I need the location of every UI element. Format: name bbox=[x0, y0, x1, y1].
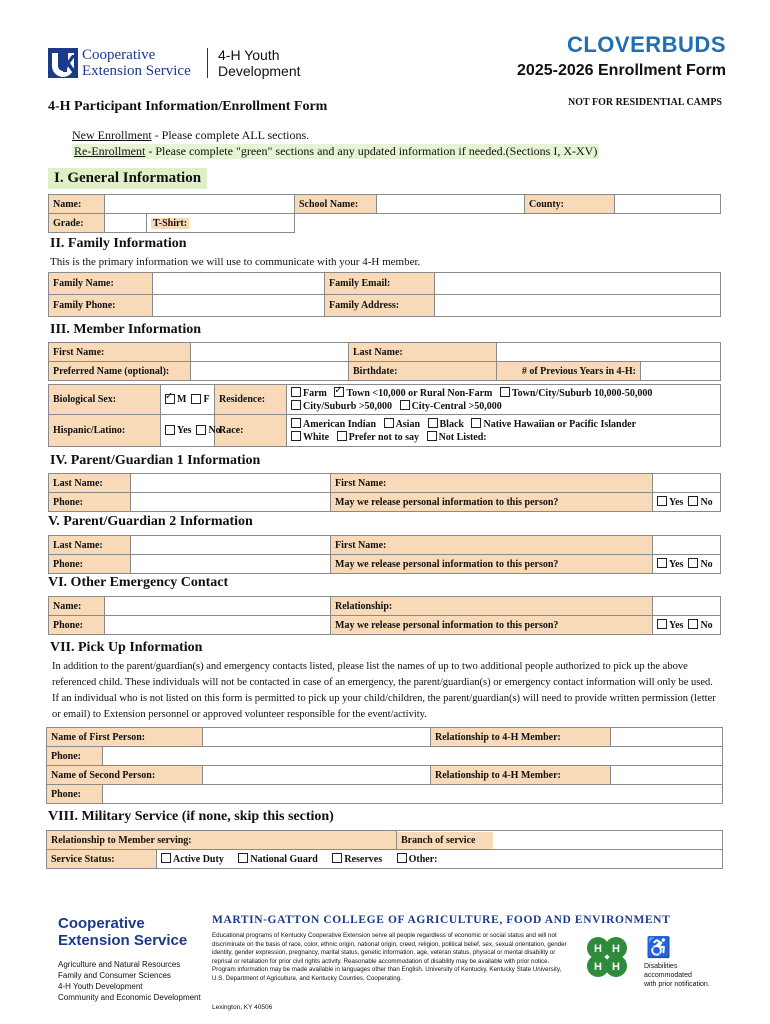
hispanic-no-checkbox[interactable] bbox=[196, 425, 206, 435]
section-emergency-title: VI. Other Emergency Contact bbox=[48, 575, 229, 590]
military-status-options bbox=[157, 850, 723, 869]
res-city-checkbox[interactable] bbox=[291, 400, 301, 410]
section-parent2-title: V. Parent/Guardian 2 Information bbox=[48, 514, 253, 529]
name-label: Name: bbox=[49, 195, 105, 214]
reserves-checkbox[interactable] bbox=[332, 853, 342, 863]
re-enrollment-link[interactable]: Re-Enrollment bbox=[74, 144, 146, 158]
p1-release-options bbox=[653, 493, 721, 512]
pickup-table bbox=[46, 727, 723, 804]
national-guard-label: National Guard bbox=[250, 853, 318, 865]
first-person-field[interactable] bbox=[203, 728, 431, 747]
res-town-label: Town <10,000 or Rural Non-Farm bbox=[346, 387, 493, 399]
name-field[interactable] bbox=[105, 195, 295, 214]
second-person-field[interactable] bbox=[203, 766, 431, 785]
family-note: This is the primary information we will use to communicate with your 4-H member. bbox=[50, 256, 421, 268]
sex-m-checkbox[interactable] bbox=[165, 394, 175, 404]
member-demographics-table bbox=[48, 384, 721, 447]
res-suburb-label: Town/City/Suburb 10,000-50,000 bbox=[511, 387, 653, 399]
family-email-label: Family Email: bbox=[325, 273, 435, 295]
ec-yes-checkbox[interactable] bbox=[657, 619, 667, 629]
grade-label: Grade: bbox=[49, 214, 105, 233]
res-farm-checkbox[interactable] bbox=[291, 387, 301, 397]
p1-first-name-field[interactable] bbox=[653, 474, 721, 493]
county-field[interactable] bbox=[615, 195, 721, 214]
p2-no-checkbox[interactable] bbox=[688, 558, 698, 568]
race-nl-checkbox[interactable] bbox=[427, 431, 437, 441]
first-name-label: First Name: bbox=[49, 343, 191, 362]
second-relationship-field[interactable] bbox=[611, 766, 723, 785]
race-white-checkbox[interactable] bbox=[291, 431, 301, 441]
active-duty-label: Active Duty bbox=[173, 853, 224, 865]
res-suburb-checkbox[interactable] bbox=[500, 387, 510, 397]
second-phone-field[interactable] bbox=[103, 785, 723, 804]
bio-sex-label: Biological Sex: bbox=[49, 385, 161, 415]
first-phone-field[interactable] bbox=[103, 747, 723, 766]
race-nh-label: Native Hawaiian or Pacific Islander bbox=[483, 418, 637, 430]
race-nl-label: Not Listed: bbox=[438, 431, 487, 443]
military-table bbox=[46, 830, 723, 869]
p1-last-name-label: Last Name: bbox=[49, 474, 131, 493]
footer-units: Agriculture and Natural Resources Family and Consumer Sciences 4-H Youth Development Community and Economic Development bbox=[58, 960, 201, 1002]
res-central-checkbox[interactable] bbox=[400, 400, 410, 410]
res-central-label: City-Central >50,000 bbox=[411, 400, 502, 412]
section-general-title: I. General Information bbox=[48, 168, 207, 189]
svg-text:H: H bbox=[612, 961, 620, 973]
uk-logo-icon bbox=[48, 48, 78, 78]
sex-f-checkbox[interactable] bbox=[191, 394, 201, 404]
emergency-table bbox=[48, 596, 721, 635]
reserves-label: Reserves bbox=[344, 853, 383, 865]
tshirt-label: T-Shirt: bbox=[147, 214, 295, 233]
footer-statement: Educational programs of Kentucky Cooperative Extension serve all people regardless of economic or social status and will not discriminate on the basis of race, color, ethnic origin, national origin, creed, religion, political belief, sex, sexual orientation, gender identity, gender expression, pregnancy, marital status, genetic information, age, veteran status, physical or mental disability or reprisal or retaliation for prior civil rights activity. Reasonable accommodation of disability may be available with prior notice. Program information may be made available in languages other than English. University of Kentucky, Kentucky State University, U.S. Department of Agriculture, and Kentucky Counties, Cooperating. bbox=[212, 932, 567, 982]
preferred-name-field[interactable] bbox=[191, 362, 349, 381]
p2-no-label: No bbox=[700, 558, 713, 570]
active-duty-checkbox[interactable] bbox=[161, 853, 171, 863]
national-guard-checkbox[interactable] bbox=[238, 853, 248, 863]
footer-org-name: Cooperative Extension Service bbox=[58, 915, 188, 949]
family-address-field[interactable] bbox=[435, 295, 721, 317]
section-pickup-title: VII. Pick Up Information bbox=[50, 640, 203, 655]
p2-phone-label: Phone: bbox=[49, 555, 131, 574]
race-black-label: Black bbox=[439, 418, 464, 430]
form-subtitle: 2025-2026 Enrollment Form bbox=[517, 62, 726, 79]
re-enrollment-instruction: Re-Enrollment - Please complete "green" sections and any updated information if needed.(Sections I, X-XV) bbox=[74, 144, 598, 158]
sex-m-label: M bbox=[177, 394, 187, 405]
ec-release-options bbox=[653, 616, 721, 635]
svg-text:H: H bbox=[612, 943, 620, 955]
hispanic-yes-label: Yes bbox=[177, 425, 192, 436]
svg-text:H: H bbox=[594, 961, 602, 973]
family-phone-field[interactable] bbox=[153, 295, 325, 317]
school-label: School Name: bbox=[295, 195, 377, 214]
hispanic-label: Hispanic/Latino: bbox=[49, 415, 161, 447]
second-relationship-label: Relationship to 4-H Member: bbox=[431, 766, 611, 785]
school-field[interactable] bbox=[377, 195, 525, 214]
four-h-clover-icon bbox=[580, 930, 634, 984]
header-divider bbox=[207, 48, 208, 78]
ec-relationship-field[interactable] bbox=[653, 597, 721, 616]
footer-college: MARTIN-GATTON COLLEGE OF AGRICULTURE, FOOD AND ENVIRONMENT bbox=[212, 914, 671, 926]
race-ai-checkbox[interactable] bbox=[291, 418, 301, 428]
res-town-checkbox[interactable] bbox=[334, 387, 344, 397]
second-person-label: Name of Second Person: bbox=[47, 766, 203, 785]
p1-no-label: No bbox=[700, 496, 713, 508]
p2-last-name-field[interactable] bbox=[131, 536, 331, 555]
ec-phone-field[interactable] bbox=[105, 616, 331, 635]
ec-name-label: Name: bbox=[49, 597, 105, 616]
family-name-field[interactable] bbox=[153, 273, 325, 295]
race-black-checkbox[interactable] bbox=[428, 418, 438, 428]
parent1-table bbox=[48, 473, 721, 512]
last-name-label: Last Name: bbox=[349, 343, 497, 362]
family-address-label: Family Address: bbox=[325, 295, 435, 317]
wheelchair-icon: ♿ bbox=[646, 937, 671, 959]
not-residential-note: NOT FOR RESIDENTIAL CAMPS bbox=[567, 97, 722, 108]
sex-f-label: F bbox=[203, 394, 210, 405]
residence-label: Residence: bbox=[215, 385, 287, 415]
tshirt-field[interactable] bbox=[295, 214, 721, 233]
header-program-name: 4-H Youth Development bbox=[218, 47, 301, 79]
race-label: Race: bbox=[215, 415, 287, 447]
new-enrollment-instruction: New Enrollment - Please complete ALL sections. bbox=[72, 128, 310, 142]
p1-no-checkbox[interactable] bbox=[688, 496, 698, 506]
p1-last-name-field[interactable] bbox=[131, 474, 331, 493]
ec-yes-label: Yes bbox=[669, 619, 684, 631]
p2-first-name-label: First Name: bbox=[331, 536, 653, 555]
general-info-table bbox=[48, 194, 721, 233]
prev-years-field[interactable] bbox=[641, 362, 721, 381]
other-label: Other: bbox=[408, 853, 438, 865]
ec-name-field[interactable] bbox=[105, 597, 331, 616]
grade-field[interactable] bbox=[105, 214, 147, 233]
race-asian-label: Asian bbox=[395, 418, 421, 430]
ec-no-checkbox[interactable] bbox=[688, 619, 698, 629]
p1-phone-field[interactable] bbox=[131, 493, 331, 512]
first-phone-label: Phone: bbox=[47, 747, 103, 766]
p2-release-label: May we release personal information to this person? bbox=[331, 555, 653, 574]
race-prefer-checkbox[interactable] bbox=[337, 431, 347, 441]
county-label: County: bbox=[525, 195, 615, 214]
parent2-table bbox=[48, 535, 721, 574]
first-relationship-label: Relationship to 4-H Member: bbox=[431, 728, 611, 747]
section-parent1-title: IV. Parent/Guardian 1 Information bbox=[50, 453, 261, 468]
family-email-field[interactable] bbox=[435, 273, 721, 295]
bio-sex-options bbox=[161, 385, 215, 415]
hispanic-options bbox=[161, 415, 221, 447]
ec-release-label: May we release personal information to this person? bbox=[331, 616, 653, 635]
residence-options bbox=[287, 385, 721, 415]
race-ai-label: American Indian bbox=[303, 418, 377, 430]
last-name-field[interactable] bbox=[497, 343, 721, 362]
p1-yes-checkbox[interactable] bbox=[657, 496, 667, 506]
second-phone-label: Phone: bbox=[47, 785, 103, 804]
first-name-field[interactable] bbox=[191, 343, 349, 362]
p2-release-options bbox=[653, 555, 721, 574]
form-title: CLOVERBUDS bbox=[566, 32, 726, 57]
military-branch-label: Branch of service bbox=[397, 832, 493, 849]
preferred-name-label: Preferred Name (optional): bbox=[49, 362, 191, 381]
p2-first-name-field[interactable] bbox=[653, 536, 721, 555]
prev-years-label: # of Previous Years in 4-H: bbox=[497, 362, 641, 381]
race-nh-checkbox[interactable] bbox=[471, 418, 481, 428]
form-name: 4-H Participant Information/Enrollment Form bbox=[48, 99, 328, 114]
section-family-title: II. Family Information bbox=[50, 236, 187, 251]
p2-yes-checkbox[interactable] bbox=[657, 558, 667, 568]
p2-yes-label: Yes bbox=[669, 558, 684, 570]
race-prefer-label: Prefer not to say bbox=[348, 431, 420, 443]
family-name-label: Family Name: bbox=[49, 273, 153, 295]
new-enrollment-link[interactable]: New Enrollment bbox=[72, 128, 152, 142]
hispanic-yes-checkbox[interactable] bbox=[165, 425, 175, 435]
section-member-title: III. Member Information bbox=[50, 322, 202, 337]
header-org-name: Cooperative Extension Service bbox=[82, 47, 191, 79]
p2-phone-field[interactable] bbox=[131, 555, 331, 574]
first-person-label: Name of First Person: bbox=[47, 728, 203, 747]
ec-phone-label: Phone: bbox=[49, 616, 105, 635]
family-phone-label: Family Phone: bbox=[49, 295, 153, 317]
member-name-table bbox=[48, 342, 721, 381]
race-asian-checkbox[interactable] bbox=[384, 418, 394, 428]
family-info-table bbox=[48, 272, 721, 317]
res-city-label: City/Suburb >50,000 bbox=[303, 400, 393, 412]
other-checkbox[interactable] bbox=[397, 853, 407, 863]
ec-relationship-label: Relationship: bbox=[331, 597, 653, 616]
pickup-paragraph: In addition to the parent/guardian(s) and emergency contacts listed, please list the names of up to two additional people authorized to pick up the above referenced child. These individuals will not be contacted in case of an emergency, the parent/guardian(s) or emergency contact information will only be used. If an individual who is not listed on this form is permitted to pick up your child/children, the parent/guardian(s) will need to provide written permission (letter or email) to Extension personnel or approved volunteer responsible for the event/activity. bbox=[52, 661, 716, 720]
first-relationship-field[interactable] bbox=[611, 728, 723, 747]
res-farm-label: Farm bbox=[303, 387, 327, 399]
section-military-title: VIII. Military Service (if none, skip this section) bbox=[48, 809, 334, 824]
footer-location: Lexington, KY 40506 bbox=[212, 1004, 273, 1011]
military-status-label: Service Status: bbox=[47, 850, 157, 869]
p1-release-label: May we release personal information to this person? bbox=[331, 493, 653, 512]
race-options bbox=[287, 415, 721, 447]
p2-last-name-label: Last Name: bbox=[49, 536, 131, 555]
hispanic-no-label: No bbox=[208, 425, 221, 436]
military-relationship-label: Relationship to Member serving: bbox=[47, 831, 397, 850]
p1-phone-label: Phone: bbox=[49, 493, 131, 512]
p1-yes-label: Yes bbox=[669, 496, 684, 508]
birthdate-label: Birthdate: bbox=[349, 362, 497, 381]
race-white-label: White bbox=[303, 431, 330, 443]
svg-text:H: H bbox=[594, 943, 602, 955]
ec-no-label: No bbox=[700, 619, 713, 631]
p1-first-name-label: First Name: bbox=[331, 474, 653, 493]
military-branch-cell bbox=[397, 831, 723, 850]
footer-disability-note: Disabilities accommodated with prior notification. bbox=[644, 963, 710, 988]
